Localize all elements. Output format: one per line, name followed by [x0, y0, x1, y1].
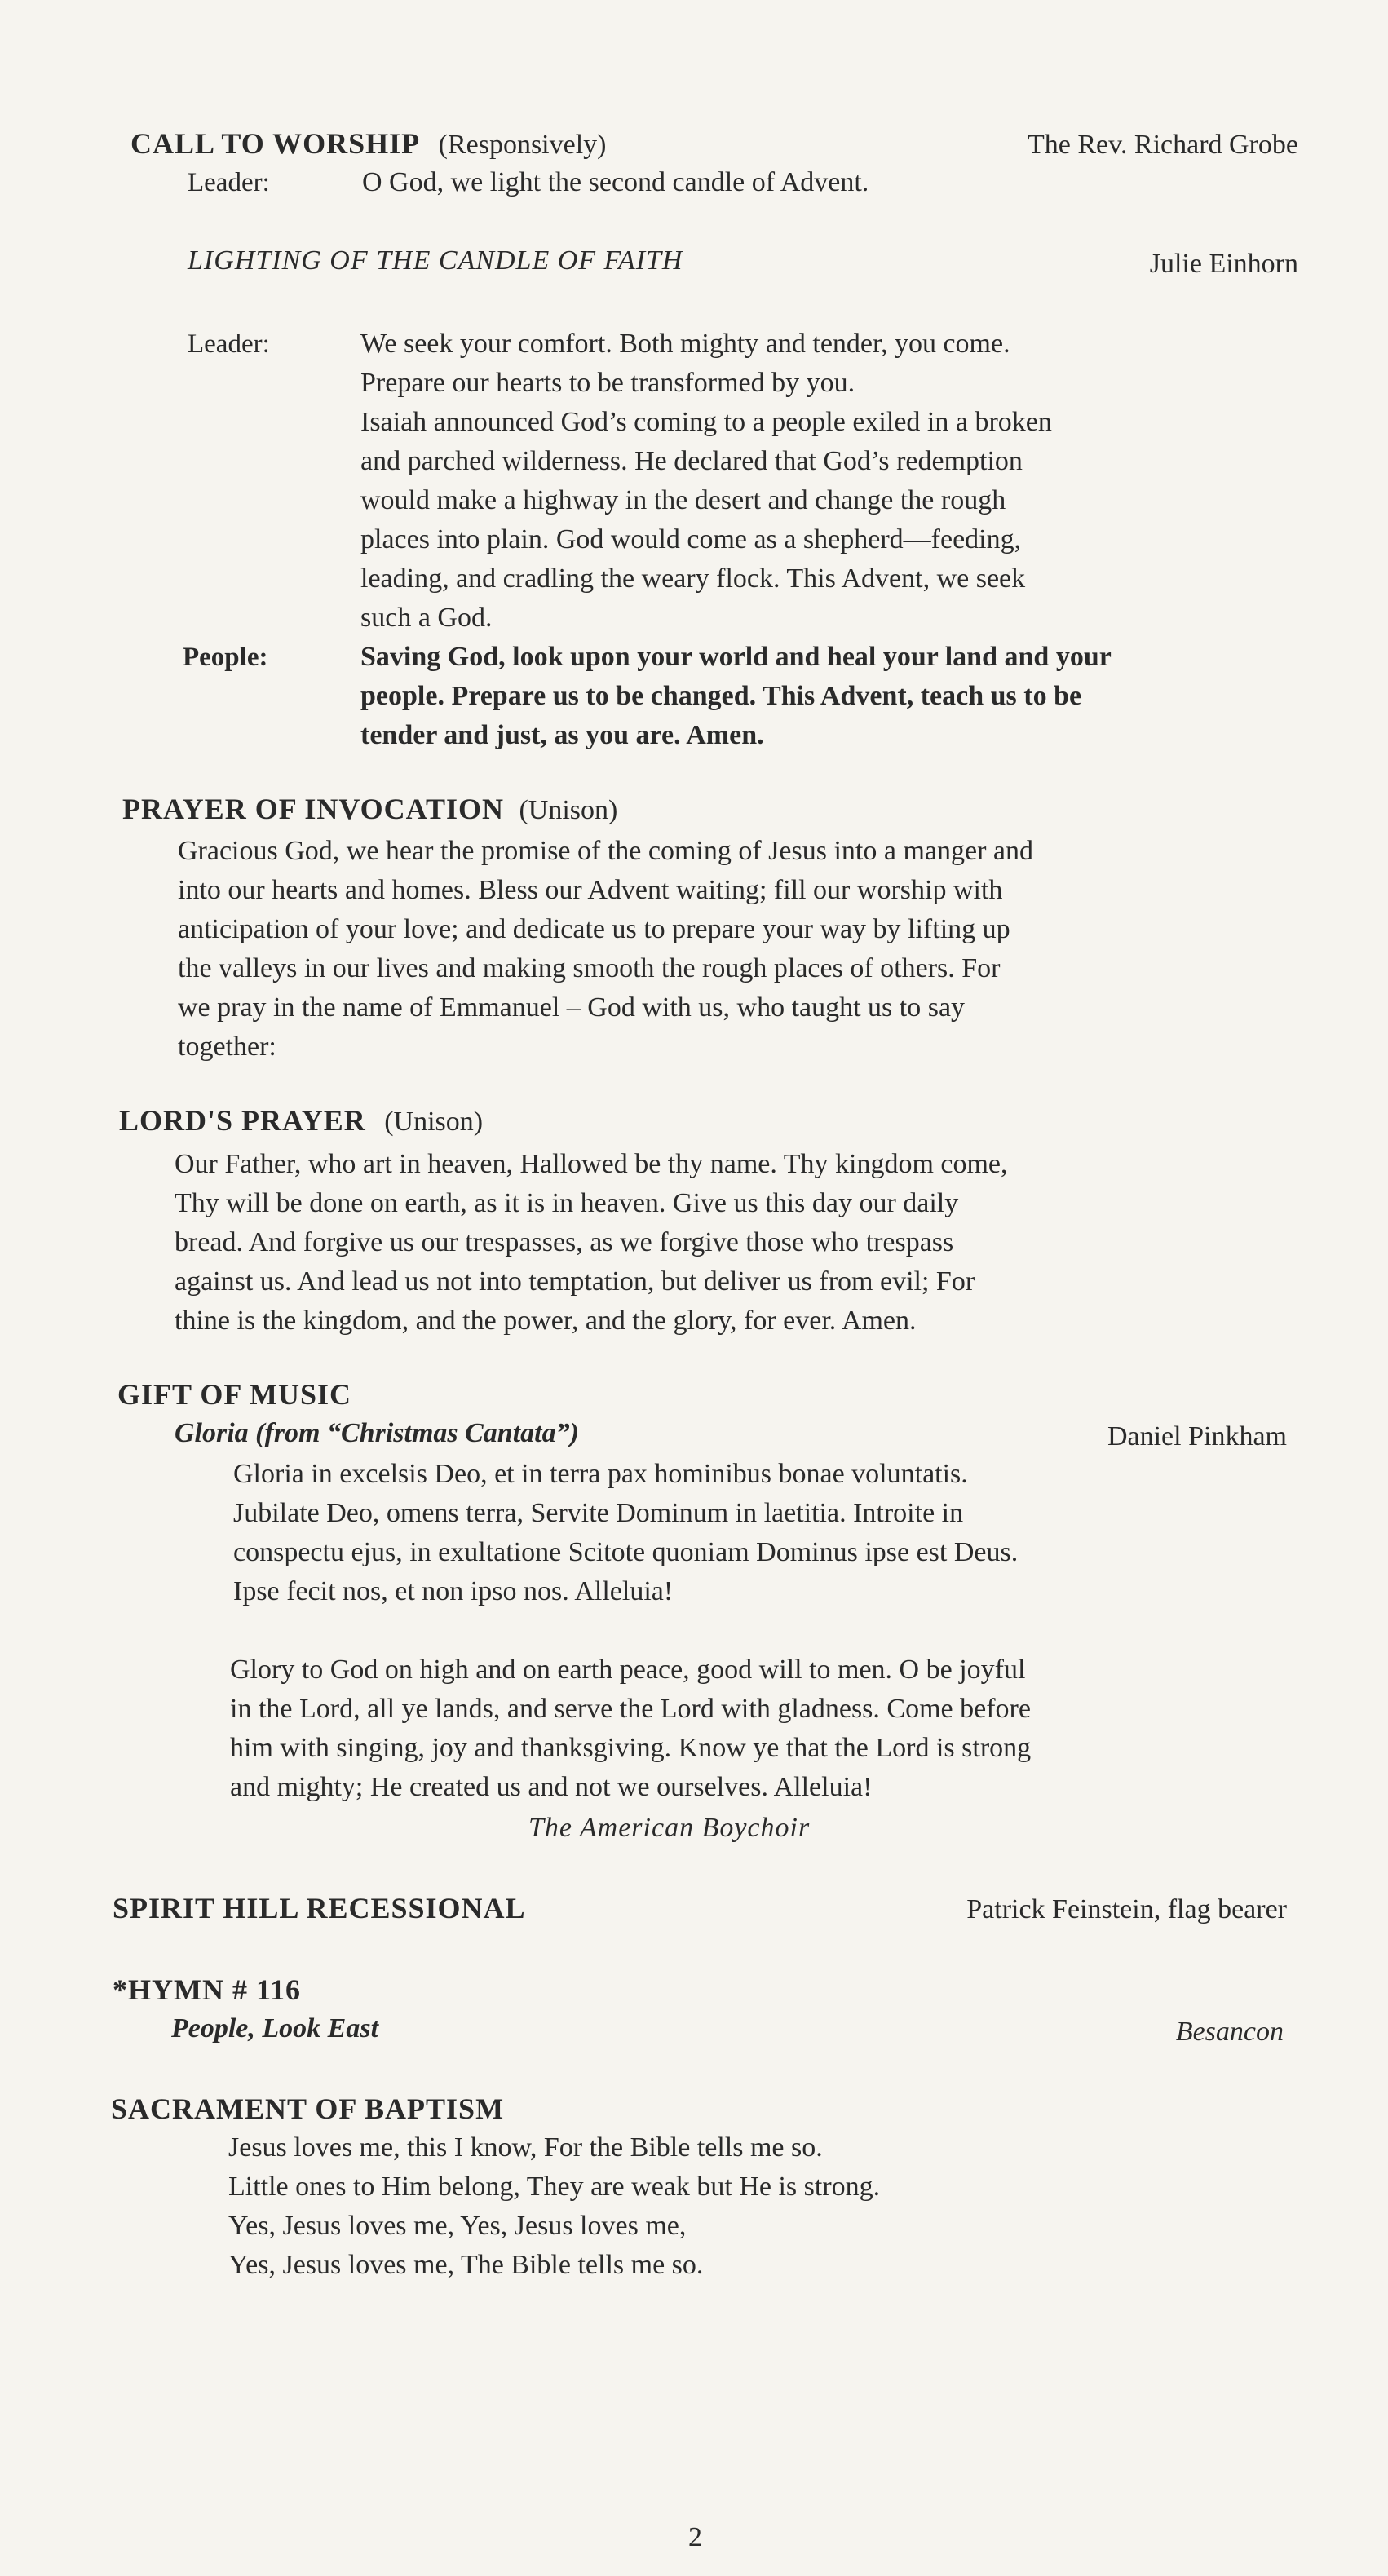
recessional-person: Patrick Feinstein, flag bearer [966, 1894, 1287, 1924]
gift-of-music-composer: Daniel Pinkham [1107, 1421, 1287, 1451]
text-line: together: [178, 1032, 276, 1062]
text-line: places into plain. God would come as a shepherd—feeding, [360, 524, 1022, 555]
text-line: Isaiah announced God’s coming to a people exiled in a broken [360, 407, 1052, 437]
text-line: conspectu ejus, in exultatione Scitote quoniam Dominus ipse est Deus. [233, 1537, 1019, 1567]
text-line: the valleys in our lives and making smooth the rough places of others. For [178, 953, 1001, 983]
invocation-heading: PRAYER OF INVOCATION [122, 793, 504, 825]
text-line: Jesus loves me, this I know, For the Bible tells me so. [228, 2132, 823, 2163]
text-line: anticipation of your love; and dedicate us to prepare your way by lifting up [178, 914, 1010, 944]
gift-of-music-piece: Gloria (from “Christmas Cantata”) [175, 1418, 579, 1448]
lords-prayer-text [175, 1145, 1008, 1341]
lighting-leader-text [360, 325, 1052, 638]
text-line: in the Lord, all ye lands, and serve the Lord with gladness. Come before [230, 1694, 1031, 1724]
lighting-person: Julie Einhorn [1149, 249, 1298, 279]
text-line: Yes, Jesus loves me, The Bible tells me so. [228, 2250, 704, 2280]
lighting-people-text [360, 638, 1112, 755]
text-line: Thy will be done on earth, as it is in heaven. Give us this day our daily [175, 1188, 959, 1218]
lighting-people-label: People: [183, 643, 268, 672]
call-to-worship-heading: CALL TO WORSHIP [130, 127, 421, 160]
invocation-header [122, 789, 617, 830]
recessional-heading: SPIRIT HILL RECESSIONAL [113, 1892, 526, 1924]
lighting-title: LIGHTING OF THE CANDLE OF FAITH [188, 245, 683, 276]
call-to-worship-leader-text: O God, we light the second candle of Advent. [362, 167, 869, 197]
text-line: we pray in the name of Emmanuel – God with us, who taught us to say [178, 992, 966, 1023]
text-line: and mighty; He created us and not we ourselves. Alleluia! [230, 1772, 873, 1802]
text-line: such a God. [360, 603, 493, 633]
text-line: Our Father, who art in heaven, Hallowed be thy name. Thy kingdom come, [175, 1149, 1008, 1179]
hymn-heading: *HYMN # 116 [113, 1973, 301, 2006]
gift-of-music-english [230, 1650, 1031, 1807]
gift-of-music-latin [233, 1455, 1018, 1611]
lighting-leader-label: Leader: [188, 329, 270, 359]
text-line: leading, and cradling the weary flock. This Advent, we seek [360, 563, 1026, 594]
invocation-text [178, 832, 1033, 1067]
text-line: tender and just, as you are. Amen. [360, 720, 764, 750]
baptism-text [228, 2128, 880, 2285]
text-line: Little ones to Him belong, They are weak but He is strong. [228, 2172, 881, 2202]
text-line: Gracious God, we hear the promise of the coming of Jesus into a manger and [178, 836, 1033, 866]
lords-prayer-heading: LORD'S PRAYER [119, 1104, 366, 1137]
baptism-heading: SACRAMENT OF BAPTISM [111, 2092, 505, 2125]
text-line: Glory to God on high and on earth peace, good will to men. O be joyful [230, 1655, 1026, 1685]
text-line: bread. And forgive us our trespasses, as we forgive those who trespass [175, 1227, 954, 1257]
hymn-title: People, Look East [171, 2013, 379, 2044]
text-line: against us. And lead us not into temptation, but deliver us from evil; For [175, 1266, 975, 1297]
hymn-tune: Besancon [1175, 2017, 1284, 2047]
call-to-worship-leader-name: The Rev. Richard Grobe [1027, 130, 1298, 160]
text-line: Saving God, look upon your world and heal your land and your [360, 642, 1112, 672]
text-line: thine is the kingdom, and the power, and the glory, for ever. Amen. [175, 1306, 917, 1336]
text-line: people. Prepare us to be changed. This Advent, teach us to be [360, 681, 1082, 711]
call-to-worship-leader-label: Leader: [188, 168, 270, 197]
gift-of-music-heading: GIFT OF MUSIC [117, 1378, 352, 1411]
gift-of-music-performer: The American Boychoir [528, 1813, 811, 1843]
text-line: would make a highway in the desert and change the rough [360, 485, 1006, 515]
lords-prayer-mode: (Unison) [384, 1107, 484, 1137]
text-line: and parched wilderness. He declared that God’s redemption [360, 446, 1023, 476]
invocation-mode: (Unison) [519, 795, 618, 825]
text-line: Yes, Jesus loves me, Yes, Jesus loves me, [228, 2211, 687, 2241]
text-line: We seek your comfort. Both mighty and tender, you come. [360, 329, 1010, 359]
text-line: Ipse fecit nos, et non ipso nos. Alleluia! [233, 1576, 674, 1606]
call-to-worship-mode: (Responsively) [438, 130, 607, 160]
text-line: Jubilate Deo, omens terra, Servite Dominum in laetitia. Introite in [233, 1498, 964, 1528]
text-line: him with singing, joy and thanksgiving. Know ye that the Lord is strong [230, 1733, 1032, 1763]
page-number: 2 [688, 2522, 702, 2552]
text-line: Gloria in excelsis Deo, et in terra pax hominibus bonae voluntatis. [233, 1459, 968, 1489]
text-line: into our hearts and homes. Bless our Advent waiting; fill our worship with [178, 875, 1003, 905]
lords-prayer-header [119, 1101, 483, 1142]
text-line: Prepare our hearts to be transformed by you. [360, 368, 855, 398]
call-to-worship-header [130, 124, 606, 165]
